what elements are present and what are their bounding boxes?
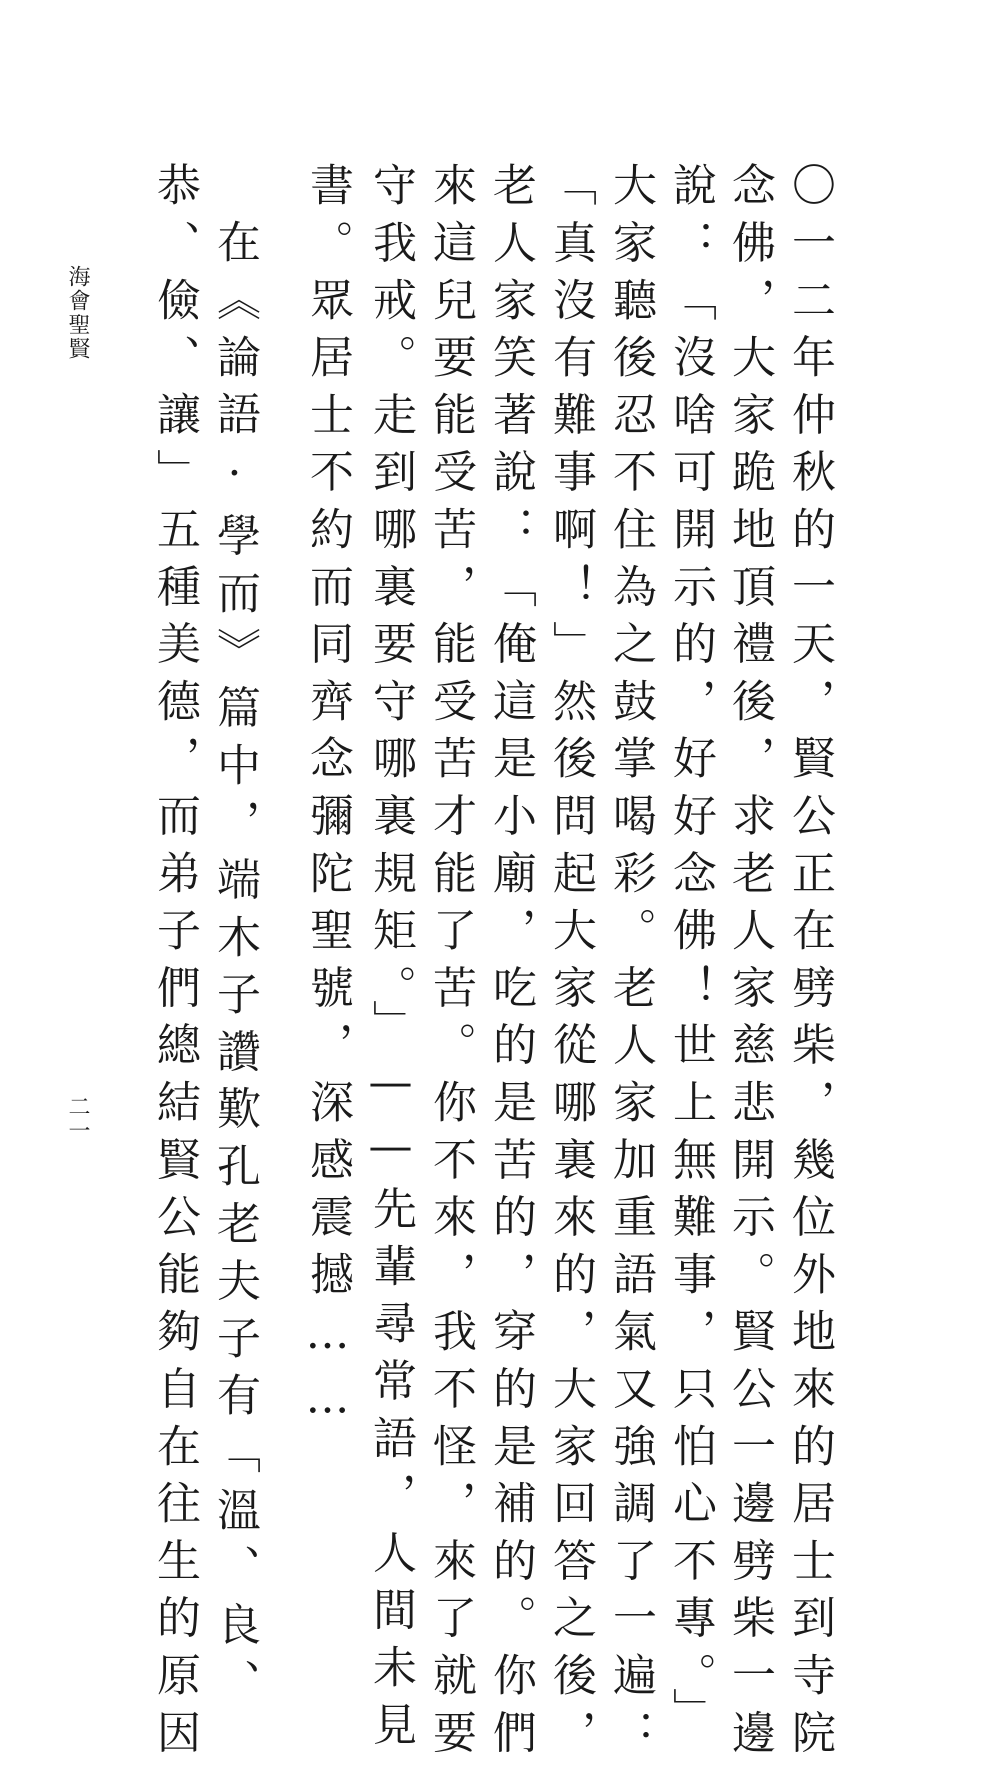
text-column-7: 來這兒要能受苦，能受苦才能了苦。你不來，我不怪，來了就要 bbox=[425, 162, 476, 1766]
text-column-2: 念佛，大家跪地頂禮後，求老人家慈悲開示。賢公一邊劈柴一邊 bbox=[724, 162, 775, 1766]
text-column-10-paragraph-start: 在《論語·學而》篇中，端木子讚歎孔老夫子有「溫、良、 bbox=[209, 219, 260, 1716]
text-column-8: 守我戒。走到哪裏要守哪裏規矩。」——先輩尋常語，人間未見 bbox=[365, 162, 416, 1759]
running-head: 海會聖賢 bbox=[65, 265, 90, 361]
page-number: 二一 bbox=[65, 1095, 90, 1143]
text-column-1: 〇一二年仲秋的一天，賢公正在劈柴，幾位外地來的居士到寺院 bbox=[784, 162, 835, 1766]
text-column-5: 「真沒有難事啊！」然後問起大家從哪裏來的，大家回答之後， bbox=[545, 162, 596, 1766]
text-column-11: 恭、儉、讓」五種美德，而弟子們總結賢公能夠自在往生的原因 bbox=[149, 162, 200, 1766]
text-column-4: 大家聽後忍不住為之鼓掌喝彩。老人家加重語氣又強調了一遍： bbox=[605, 162, 656, 1766]
text-column-9: 書。眾居士不約而同齊念彌陀聖號，深感震撼…… bbox=[302, 162, 353, 1437]
text-column-6: 老人家笑著說：「俺這是小廟，吃的是苦的，穿的是補的。你們 bbox=[485, 162, 536, 1766]
text-column-3: 說：「沒啥可開示的，好好念佛！世上無難事，只怕心不專。」 bbox=[665, 162, 716, 1745]
